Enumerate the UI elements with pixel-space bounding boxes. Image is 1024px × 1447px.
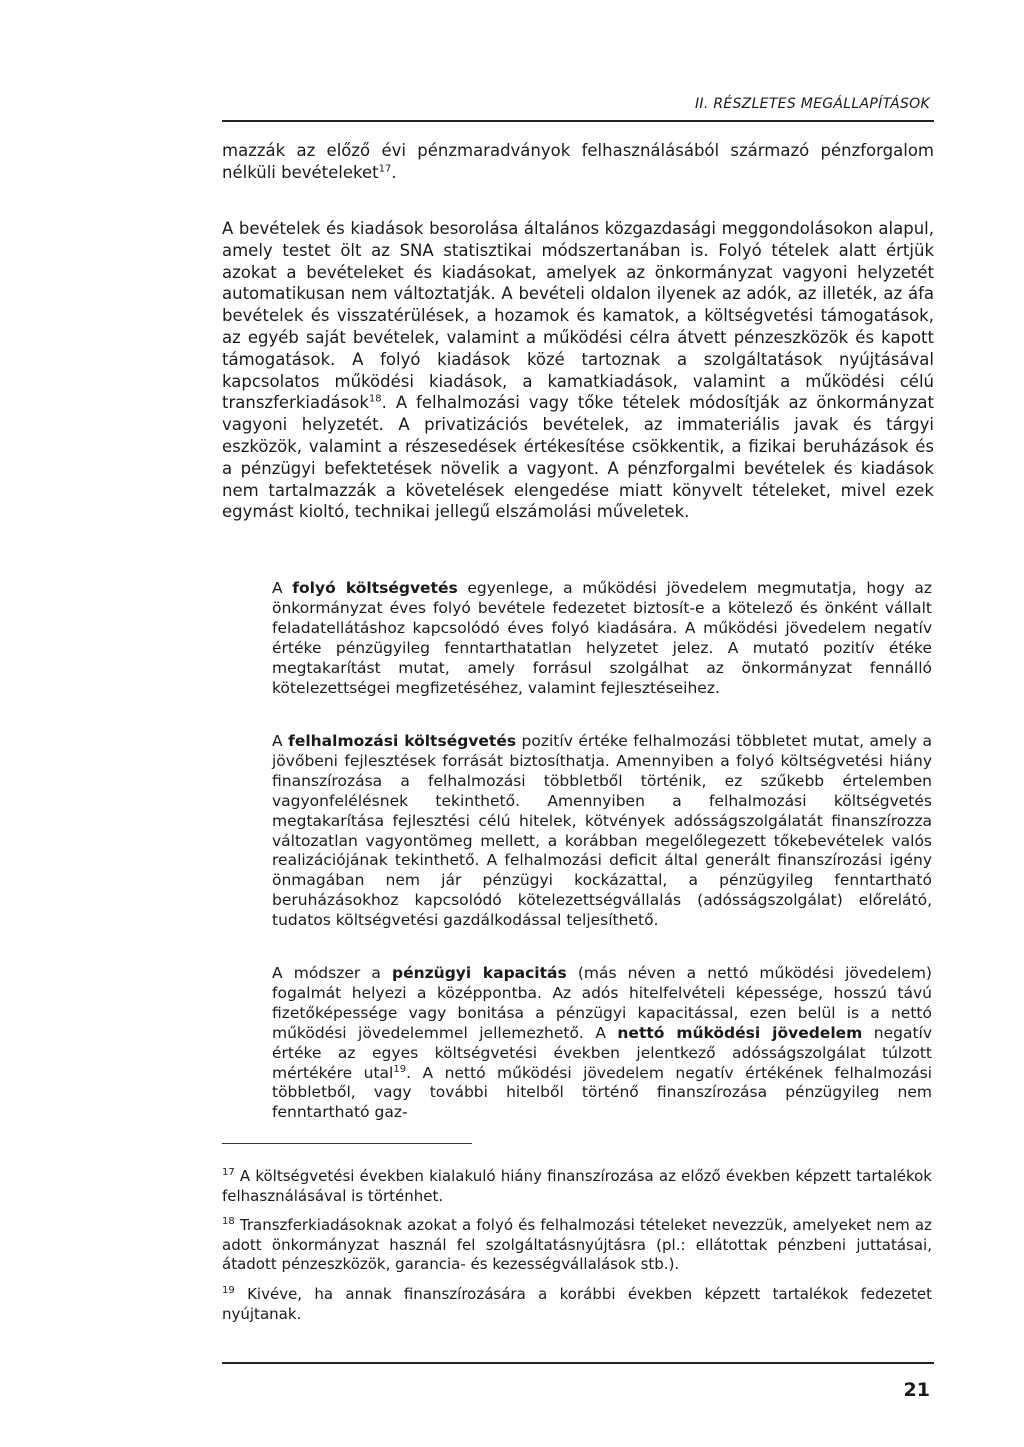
paragraph-3-text-a: A [272,579,293,597]
paragraph-5-text-b: (más néven a nettó működési jövedelem) fogalmát helyezi a középpontba. Az adós hitelfelvételi képessége, hosszú távú fizetőképessége vagy bonitása a pénzügyi kapacitással, ezen belül is a nettó működési jövedelemmel jellemezhető. A [272,964,932,1042]
paragraph-3-text-b: egyenlege, a működési jövedelem megmutatja, hogy az önkormányzat éves folyó bevétele fedezetet biztosít-e a kötelező és önként vállalt feladatellátáshoz kapcsolódó éves folyó kiadására. A működési jövedelem negatív értéke pénzügyileg fenntarthatatlan helyzetet jelez. A mutató pozitív étéke megtakarítást mutat, amely forrásul szolgálhat az önkormányzat fennálló kötelezettségei megfizetéséhez, valamint fejlesztéseihez. [272,579,932,697]
paragraph-felhalmozasi-koltsegvetes [272,732,932,931]
paragraph-5-text-d: . A nettó működési jövedelem negatív értékének felhalmozási többletből, vagy további hitelből történő finanszírozása pénzügyileg nem fenntartható gaz- [272,1063,932,1122]
footnote-ref-18[interactable]: 18 [368,393,382,405]
footnote-text: Kivéve, ha annak finanszírozására a korábbi években képzett tartalékok fedezetet nyújtanak. [222,1285,932,1323]
footnote-19 [222,1285,932,1324]
paragraph-folyo-koltsegvetes [272,579,932,698]
paragraph-5-text-c: negatív értéke az egyes költségvetési években jelentkező adósságszolgálat túlzott mértékére utal [272,1023,933,1082]
footnote-17 [222,1167,932,1206]
term-folyo-koltsegvetes: folyó költségvetés [292,579,458,597]
footer-rule [222,1362,934,1364]
paragraph-2 [222,218,934,523]
footnote-ref-17[interactable]: 17 [378,163,392,175]
footnote-number: 17 [222,1167,235,1178]
footnote-18 [222,1216,932,1275]
running-header-title: II. RÉSZLETES MEGÁLLAPÍTÁSOK [694,96,930,112]
footnote-separator [222,1143,472,1144]
paragraph-4-text-a: A [272,732,289,750]
footnote-text: A költségvetési években kialakuló hiány finanszírozása az előző években képzett tartalékok felhasználásával is történhet. [222,1167,932,1205]
paragraph-2-text-a: A bevételek és kiadások besorolása általános közgazdasági meggondolásokon alapul, amely testet ölt az SNA statisztikai módszertanában is. Folyó tételek alatt értjük azokat a bevételeket és kiadásokat, amelyek az önkormányzat vagyoni helyzetét automatikusan nem változtatják. A bevételi oldalon ilyenek az adók, az illeték, az áfa bevételek és visszatérülések, a hozamok és kamatok, a költségvetési támogatások, az egyéb saját bevételek, valamint a működési célra átvett pénzeszközök és kapott támogatások. A folyó kiadások közé tartoznak a szolgáltatások nyújtásával kapcsolatos működési kiadások, a kamatkiadások, valamint a működési célú transzferkiadások [222,219,934,413]
footnote-number: 18 [222,1216,235,1227]
footnote-text: Transzferkiadásoknak azokat a folyó és felhalmozási tételeket nevezzük, amelyeket nem az adott önkormányzat használ fel szolgáltatásnyújtásra (pl.: ellátottak pénzbeni juttatásai, átadott pénzeszközök, garancia- és kezességvállalások stb.). [222,1216,932,1273]
paragraph-5-text-a: A módszer a [272,964,392,982]
term-netto-mukodesi-jovedelem: nettó működési jövedelem [617,1023,863,1042]
paragraph-1-tail: . [391,162,397,182]
paragraph-2-text-b: . A felhalmozási vagy tőke tételek módosítják az önkormányzat vagyoni helyzetét. A privatizációs bevételek, az immateriális javak és tárgyi eszközök, valamint a részesedések értékesítése csökkentik, a fizikai beruházások és a pénzügyi befektetések növelik a vagyont. A pénzforgalmi bevételek és kiadások nem tartalmazzák a követelések elengedése miatt könyvelt tételeket, mivel ezek egymást kioltó, technikai jellegű elszámolási műveletek. [222,393,934,522]
page-number: 21 [903,1379,930,1401]
footnote-ref-19[interactable]: 19 [393,1063,407,1075]
running-header [222,94,934,122]
footnote-number: 19 [222,1285,235,1296]
paragraph-1-text: mazzák az előző évi pénzmaradványok felhasználásából származó pénzforgalom nélküli bevételeket [222,141,934,182]
paragraph-1 [222,140,934,184]
paragraph-penzugyi-kapacitas [272,964,932,1123]
term-penzugyi-kapacitas: pénzügyi kapacitás [392,964,567,982]
paragraph-4-text-b: pozitív értéke felhalmozási többletet mutat, amely a jövőbeni fejlesztések forrását biztosíthatja. Amennyiben a folyó költségvetési hiány finanszírozása a felhalmozási többletből történik, ez szűkebb értelemben vagyonfelélésnek tekinthető. Amennyiben a felhalmozási költségvetés megtakarítása fejlesztési célú hitelek, kötvények adósságszolgálatát finanszírozza változatlan vagyontömeg mellett, a korábban megelőlegezett tőkebevételek valós realizációjának tekinthető. A felhalmozási deficit által generált finanszírozási igény önmagában nem jár pénzügyi kockázattal, a pénzügyileg fenntartható beruházásokhoz kapcsolódó kötelezettségvállalás (adósságszolgálat) előrelátó, tudatos költségvetési gazdálkodással teljesíthető. [272,732,933,930]
term-felhalmozasi-koltsegvetes: felhalmozási költségvetés [288,732,517,750]
